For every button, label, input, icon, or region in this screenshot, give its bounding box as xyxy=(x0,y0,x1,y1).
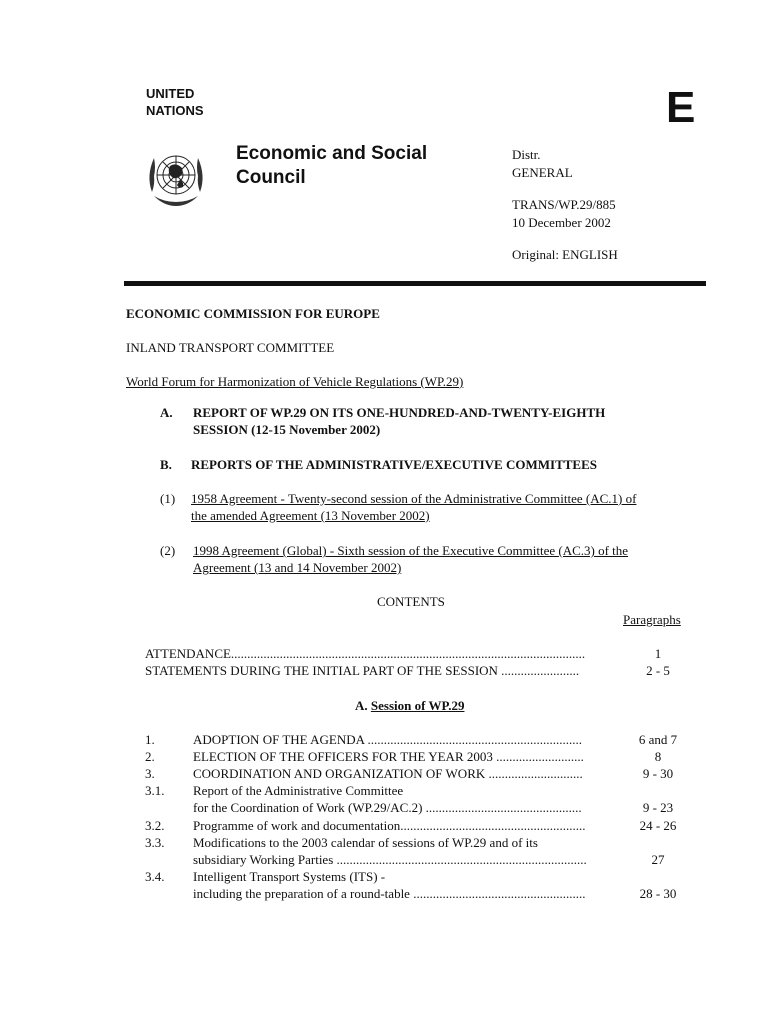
un-emblem-icon xyxy=(140,142,212,214)
document-reference xyxy=(512,196,616,232)
item-1-line-1: 1958 Agreement - Twenty-second session of the Administrative Committee (AC.1) of xyxy=(191,491,637,506)
council-name xyxy=(236,142,427,190)
org-line-1: UNITED xyxy=(146,86,195,101)
toc-paragraphs: 24 - 26 xyxy=(639,817,677,833)
toc-row[interactable] xyxy=(145,782,690,799)
toc-row[interactable] xyxy=(145,868,690,885)
toc-number: 3.1. xyxy=(145,783,165,799)
toc-label: Report of the Administrative Committee xyxy=(193,783,404,799)
item-1-number: (1) xyxy=(160,491,176,506)
series-letter: E xyxy=(666,83,696,132)
session-a-title: Session of WP.29 xyxy=(370,698,465,713)
item-1-line-2: the amended Agreement (13 November 2002) xyxy=(191,508,430,523)
toc-paragraphs: 6 and 7 xyxy=(638,732,678,747)
toc-row[interactable] xyxy=(145,885,690,902)
toc-paragraphs: 9 - 23 xyxy=(642,800,674,816)
toc-number: 3.2. xyxy=(145,817,165,833)
item-2-number: (2) xyxy=(160,543,176,558)
section-a-title xyxy=(193,404,605,438)
toc-number: 3. xyxy=(145,766,155,782)
section-a-line-2: SESSION (12-15 November 2002) xyxy=(193,422,381,437)
toc-paragraphs: 28 - 30 xyxy=(639,885,677,901)
section-b-letter: B. xyxy=(160,457,172,472)
toc-label: Programme of work and documentation......................................................... xyxy=(193,817,586,833)
toc-row[interactable] xyxy=(145,748,690,765)
toc-label: ATTENDANCE............................................................................................................. xyxy=(145,646,586,661)
toc-paragraphs: 9 - 30 xyxy=(642,766,674,782)
toc-number: 2. xyxy=(145,749,155,765)
document-date: 10 December 2002 xyxy=(512,215,611,230)
toc-paragraphs: 1 xyxy=(654,646,662,661)
council-line-1: Economic and Social xyxy=(236,143,428,164)
section-a-line-1: REPORT OF WP.29 ON ITS ONE-HUNDRED-AND-TWENTY-EIGHTH xyxy=(193,405,606,420)
commission-title: ECONOMIC COMMISSION FOR EUROPE xyxy=(126,306,380,321)
original-language: Original: ENGLISH xyxy=(512,247,618,262)
toc-label: STATEMENTS DURING THE INITIAL PART OF THE SESSION ........................ xyxy=(145,663,580,678)
section-b-title: REPORTS OF THE ADMINISTRATIVE/EXECUTIVE COMMITTEES xyxy=(191,457,597,472)
header-divider xyxy=(124,281,706,286)
toc-label: for the Coordination of Work (WP.29/AC.2) ................................................ xyxy=(193,800,582,816)
council-line-2: Council xyxy=(236,167,306,188)
forum-title: World Forum for Harmonization of Vehicle Regulations (WP.29) xyxy=(126,374,464,389)
paragraphs-label: Paragraphs xyxy=(623,612,681,627)
toc-row[interactable] xyxy=(145,817,690,834)
toc-number: 1. xyxy=(145,732,155,747)
toc-label: Modifications to the 2003 calendar of sessions of WP.29 and of its xyxy=(193,834,538,850)
toc-row[interactable] xyxy=(145,765,690,782)
toc-row[interactable] xyxy=(145,731,690,748)
toc-label: including the preparation of a round-table ..................................................... xyxy=(193,885,586,901)
toc-row-attendance[interactable] xyxy=(145,645,690,662)
toc-paragraphs: 2 - 5 xyxy=(646,663,670,678)
distr-value: GENERAL xyxy=(512,165,573,180)
toc-number: 3.3. xyxy=(145,834,165,850)
toc-row[interactable] xyxy=(145,834,690,851)
toc-row[interactable] xyxy=(145,799,690,816)
toc-label: subsidiary Working Parties ............................................................................. xyxy=(193,851,587,867)
toc-label: ELECTION OF THE OFFICERS FOR THE YEAR 2003 ........................... xyxy=(193,749,584,765)
section-a-letter: A. xyxy=(160,405,173,420)
toc-row[interactable] xyxy=(145,851,690,868)
item-1-title xyxy=(191,490,636,524)
session-a-prefix: A. xyxy=(355,698,368,713)
toc-label: COORDINATION AND ORGANIZATION OF WORK ............................. xyxy=(193,766,583,782)
toc-label: Intelligent Transport Systems (ITS) - xyxy=(193,868,386,884)
item-2-line-1: 1998 Agreement (Global) - Sixth session of the Executive Committee (AC.3) of the xyxy=(193,543,629,558)
distribution xyxy=(512,146,573,182)
toc-row-statements[interactable] xyxy=(145,662,690,679)
contents-title: CONTENTS xyxy=(377,594,445,609)
toc-label: ADOPTION OF THE AGENDA .................................................................. xyxy=(193,732,583,747)
committee-title: INLAND TRANSPORT COMMITTEE xyxy=(126,340,335,355)
distr-label: Distr. xyxy=(512,147,541,162)
toc-paragraphs: 8 xyxy=(654,749,662,765)
item-2-line-2: Agreement (13 and 14 November 2002) xyxy=(193,560,402,575)
toc-number: 3.4. xyxy=(145,868,165,884)
document-symbol: TRANS/WP.29/885 xyxy=(512,197,616,212)
organization-name xyxy=(146,85,204,119)
toc-paragraphs: 27 xyxy=(651,851,665,867)
session-a-heading xyxy=(355,697,464,714)
org-line-2: NATIONS xyxy=(146,103,204,118)
item-2-title xyxy=(193,542,628,576)
